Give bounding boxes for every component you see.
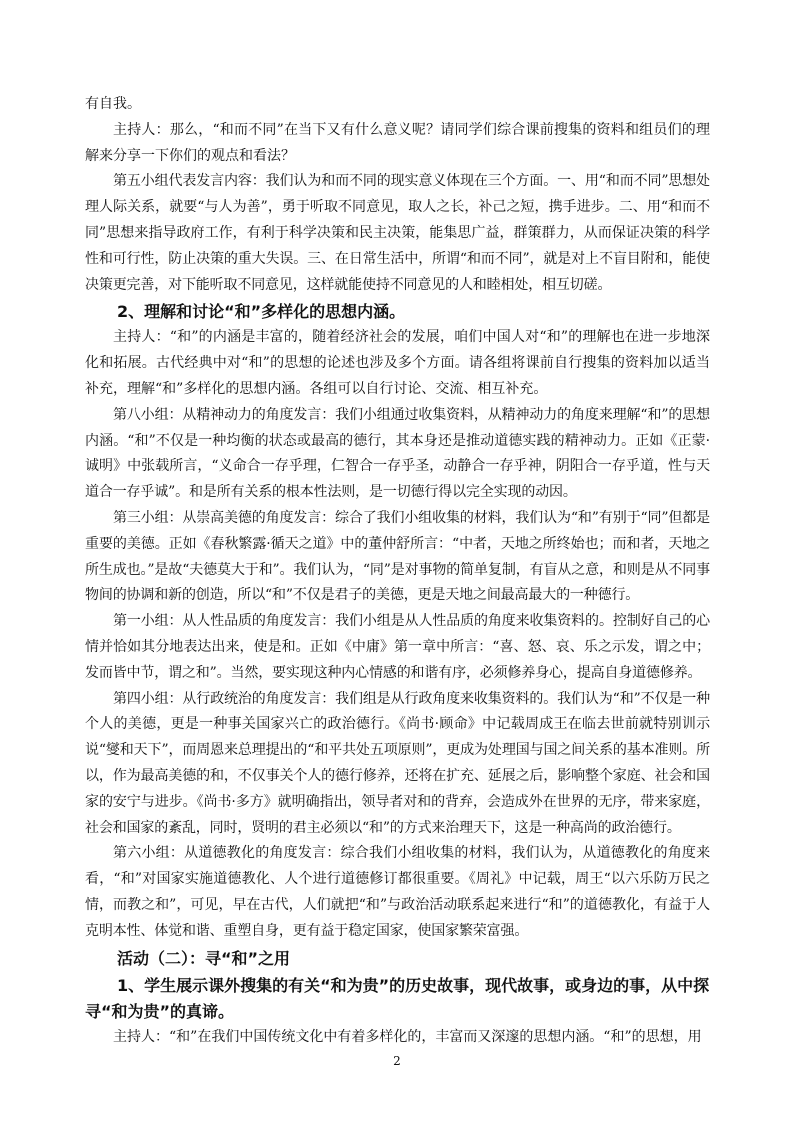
- group6-paragraph: 第六小组：从道德教化的角度发言：综合我们小组收集的材料，我们认为，从道德教化的角度来看，“和”对国家实施道德教化、人个进行道德修订都很重要。《周礼》中记载，周王“以六乐防万民之情，而教之和”，可见，早在古代，人们就把“和”与政治活动联系起来进行“和”的道德教化，有益于人克明本性、体觉和谐、重塑自身，更有益于稳定国家，使国家繁荣富强。: [85, 845, 710, 939]
- group1-paragraph: 第一小组：从人性品质的角度发言：我们小组是从人性品质的角度来收集资料的。控制好自己的心情并恰如其分地表达出来，使是和。正如《中庸》第一章中所言：“喜、怒、哀、乐之示发，谓之中；发而皆中节，谓之和”。当然，要实现这种内心情感的和谐有序，必须修养身心，提高自身道德修养。: [85, 613, 710, 681]
- host-question-paragraph: 主持人：那么，“和而不同”在当下又有什么意义呢？请同学们综合课前搜集的资料和组员们的理解来分享一下你们的观点和看法？: [85, 121, 710, 164]
- subsection-heading-1: 1、学生展示课外搜集的有关“和为贵”的历史故事，现代故事，或身边的事，从中探寻“和为贵”的真谛。: [85, 975, 710, 1021]
- host-intro-paragraph: 主持人：“和”的内涵是丰富的，随着经济社会的发展，咱们中国人对“和”的理解也在进一步地深化和拓展。古代经典中对“和”的思想的论述也涉及多个方面。请各组将课前自行搜集的资料加以适当补充，理解“和”多样化的思想内涵。各组可以自行讨论、交流、相互补充。: [85, 329, 710, 397]
- group8-paragraph: 第八小组：从精神动力的角度发言：我们小组通过收集资料，从精神动力的角度来理解“和”的思想内涵。“和”不仅是一种均衡的状态或最高的德行，其本身还是推动道德实践的精神动力。正如《正蒙·诚明》中张载所言，“义命合一存乎理，仁智合一存乎圣，动静合一存乎神，阴阳合一存乎道，性与天道合一存乎诚”。和是所有关系的根本性法则，是一切德行得以完全实现的动因。: [85, 406, 710, 501]
- paragraph-continuation: 有自我。: [85, 96, 141, 112]
- activity-heading: 活动（二）：寻“和”之用: [117, 948, 291, 968]
- section-heading-2: 2、理解和讨论“和”多样化的思想内涵。: [117, 302, 406, 322]
- group5-paragraph: 第五小组代表发言内容：我们认为和而不同的现实意义体现在三个方面。一、用“和而不同”思想处理人际关系，就要“与人为善”，勇于听取不同意见，取人之长，补己之短，携手进步。二、用“和而不同”思想来指导政府工作，有利于科学决策和民主决策，能集思广益，群策群力，从而保证决策的科学性和可行性，防止决策的重大失误。三、在日常生活中，所谓“和而不同”，就是对上不盲目附和，能使决策更完善，对下能听取不同意见，这样就能使持不同意见的人和睦相处，相互切磋。: [85, 173, 710, 293]
- host-closing-paragraph: 主持人：“和”在我们中国传统文化中有着多样化的，丰富而又深邃的思想内涵。“和”的思想，用: [113, 1028, 702, 1045]
- group4-paragraph: 第四小组：从行政统治的角度发言：我们组是从行政角度来收集资料的。我们认为“和”不仅是一种个人的美德，更是一种事关国家兴亡的政治德行。《尚书·顾命》中记载周成王在临去世前就特别训示说“燮和天下”，而周恩来总理提出的“和平共处五项原则”，更成为处理国与国之间关系的基本准则。所以，作为最高美德的和，不仅事关个人的德行修养，还将在扩充、延展之后，影响整个家庭、社会和国家的安宁与进步。《尚书·多方》就明确指出，领导者对和的背弃，会造成外在世界的无序，带来家庭，社会和国家的紊乱，同时，贤明的君主必须以“和”的方式来治理天下，这是一种高尚的政治德行。: [85, 690, 710, 836]
- page-number: 2: [393, 1054, 401, 1068]
- group3-paragraph: 第三小组：从崇高美德的角度发言：综合了我们小组收集的材料，我们认为“和”有别于“同”但都是重要的美德。正如《春秋繁露·循天之道》中的董仲舒所言：“中者，天地之所终始也；而和者，天地之所生成也。”是故“夫德莫大于和”。我们认为，“同”是对事物的简单复制，有盲从之意，和则是从不同事物间的协调和新的创造，所以“和”不仅是君子的美德，更是天地之间最高最大的一种德行。: [85, 509, 710, 604]
- document-body: [85, 92, 710, 1050]
